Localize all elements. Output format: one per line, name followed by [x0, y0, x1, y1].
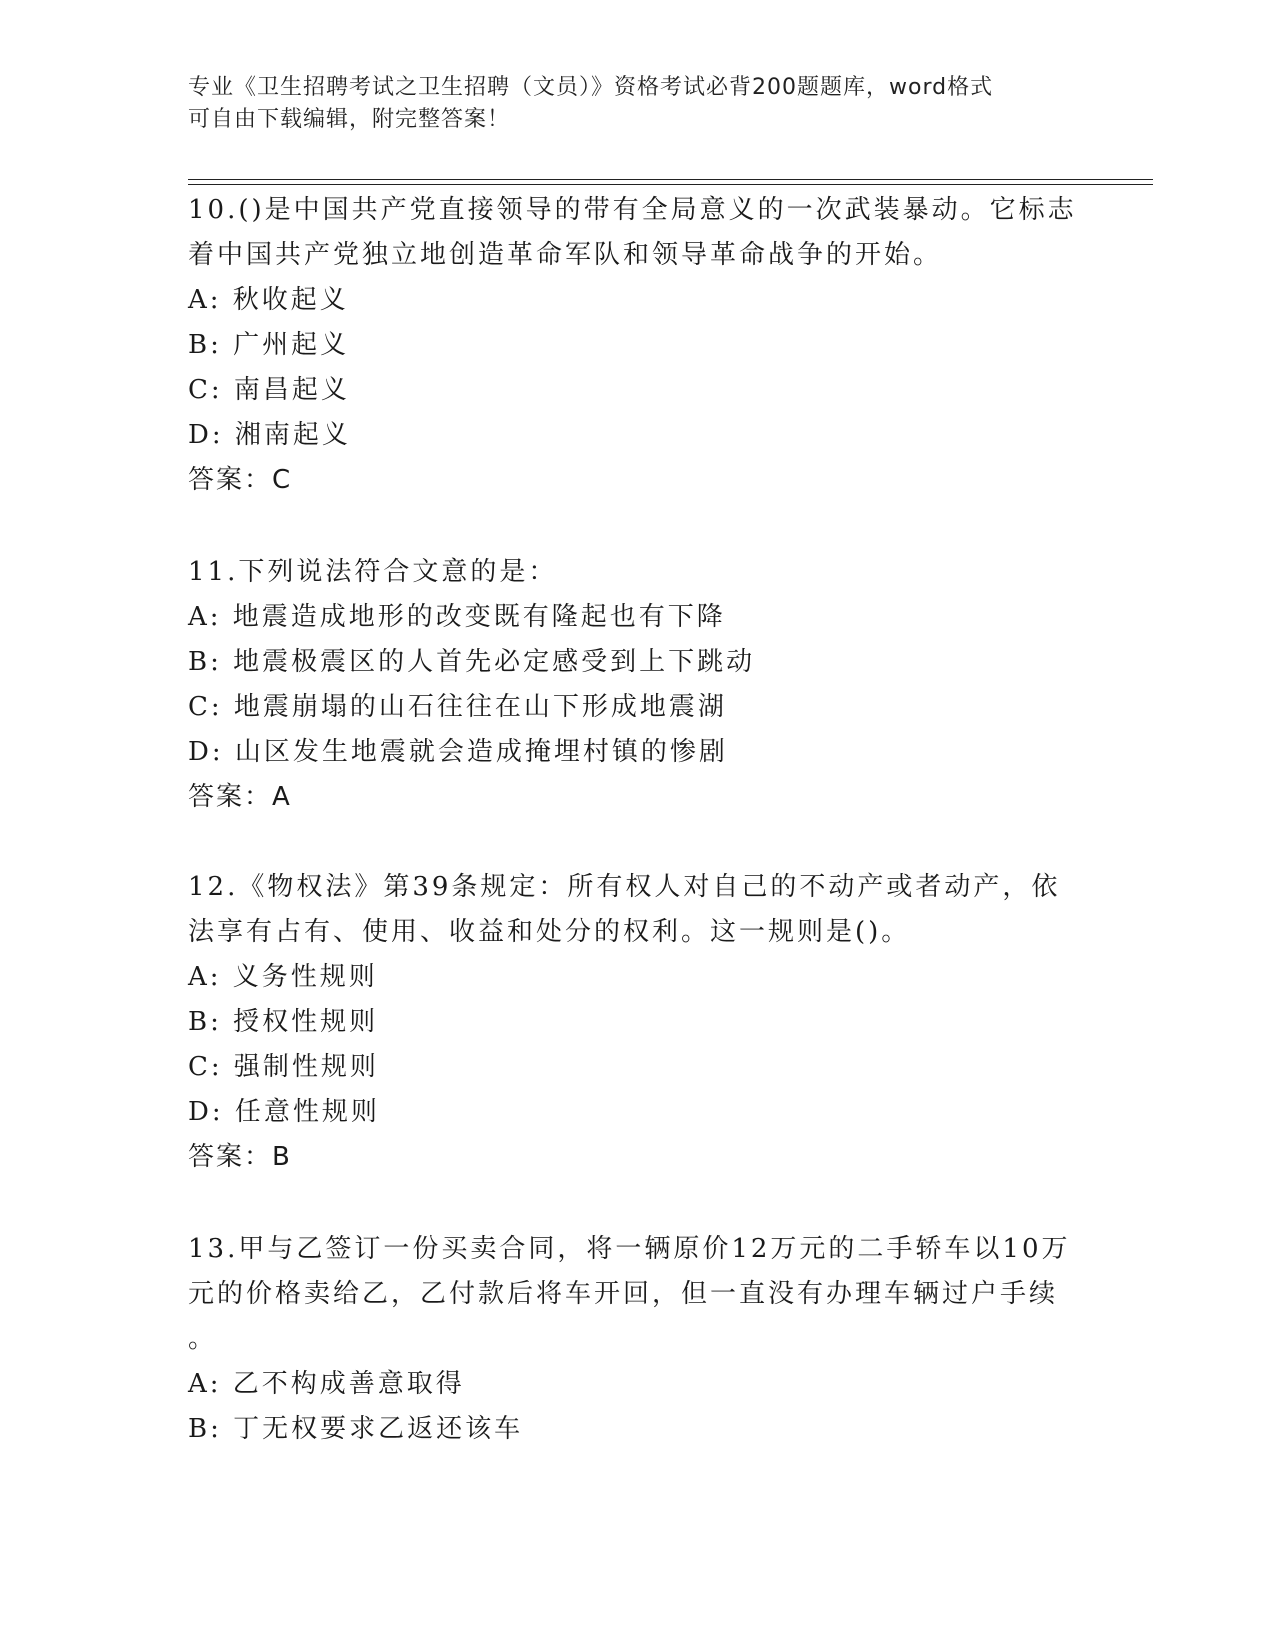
question-12-answer: 答案：B: [188, 1142, 292, 1172]
question-12-option-b: B: 授权性规则: [188, 1007, 379, 1037]
header-line-2: 可自由下载编辑，附完整答案！: [188, 107, 511, 132]
question-10-text-line-2: 着中国共产党独立地创造革命军队和领导革命战争的开始。: [188, 240, 943, 270]
question-13-text-line-2: 元的价格卖给乙，乙付款后将车开回，但一直没有办理车辆过户手续: [188, 1279, 1059, 1309]
question-13-option-b: B: 丁无权要求乙返还该车: [188, 1414, 524, 1444]
header-divider-bottom: [188, 184, 1153, 185]
question-10-text-line-1: 10.()是中国共产党直接领导的带有全局意义的一次武装暴动。它标志: [188, 195, 1077, 225]
question-12-option-c: C: 强制性规则: [188, 1052, 379, 1082]
question-13-text-line-3: 。: [188, 1324, 218, 1354]
question-10-option-d: D: 湘南起义: [188, 420, 351, 450]
document-header: [188, 72, 1068, 136]
question-10-answer: 答案：C: [188, 465, 293, 495]
question-12-text-line-1: 12.《物权法》第39条规定：所有权人对自己的不动产或者动产，依: [188, 872, 1061, 902]
question-13-text-line-1: 13.甲与乙签订一份买卖合同，将一辆原价12万元的二手轿车以10万: [188, 1234, 1071, 1264]
question-12-option-d: D: 任意性规则: [188, 1097, 380, 1127]
question-11-text-line-1: 11.下列说法符合文意的是：: [188, 557, 558, 587]
question-10-option-a: A: 秋收起义: [188, 285, 349, 315]
question-11-answer: 答案：A: [188, 782, 292, 812]
question-12-option-a: A: 义务性规则: [188, 962, 378, 992]
header-line-1: 专业《卫生招聘考试之卫生招聘（文员）》资格考试必背200题题库，word格式: [188, 75, 994, 100]
header-divider-top: [188, 179, 1153, 180]
question-11-option-a: A: 地震造成地形的改变既有隆起也有下降: [188, 602, 726, 632]
question-11-option-c: C: 地震崩塌的山石往往在山下形成地震湖: [188, 692, 727, 722]
question-13-option-a: A: 乙不构成善意取得: [188, 1369, 465, 1399]
question-10-option-b: B: 广州起义: [188, 330, 350, 360]
question-11-option-d: D: 山区发生地震就会造成掩埋村镇的惨剧: [188, 737, 728, 767]
question-12-text-line-2: 法享有占有、使用、收益和处分的权利。这一规则是()。: [188, 917, 911, 947]
question-10-option-c: C: 南昌起义: [188, 375, 350, 405]
question-11-option-b: B: 地震极震区的人首先必定感受到上下跳动: [188, 647, 756, 677]
